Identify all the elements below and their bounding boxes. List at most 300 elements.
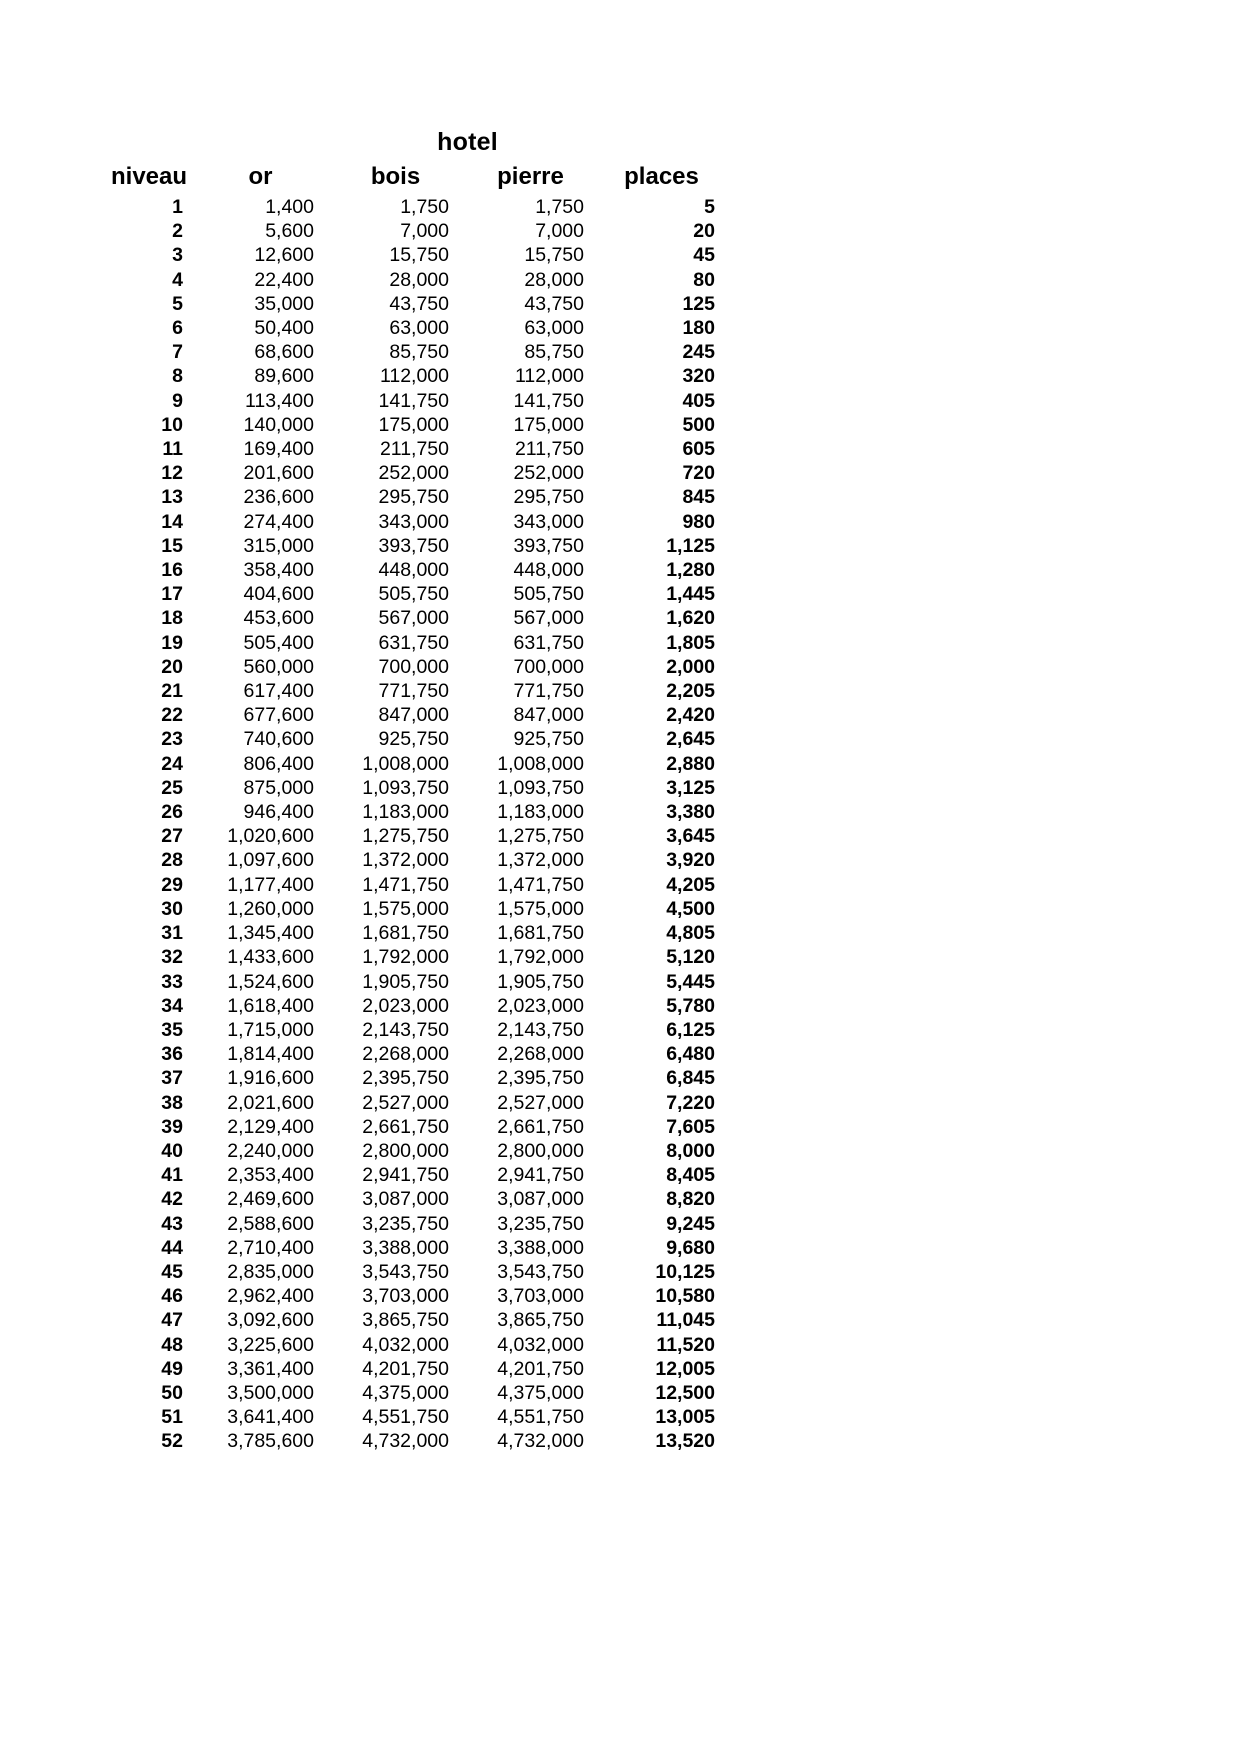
cell-pierre: 112,000 — [514, 365, 584, 388]
cell-places: 2,420 — [666, 704, 715, 727]
cell-pierre: 2,395,750 — [497, 1067, 584, 1090]
cell-places: 2,880 — [666, 752, 715, 775]
cell-bois: 3,865,750 — [362, 1309, 449, 1332]
cell-places: 7,605 — [666, 1115, 715, 1138]
table-row — [105, 1066, 725, 1090]
cell-bois: 2,661,750 — [362, 1115, 449, 1138]
cell-bois: 343,000 — [378, 510, 449, 533]
cell-bois: 3,388,000 — [362, 1236, 449, 1259]
cell-pierre: 1,750 — [535, 196, 584, 218]
cell-places: 11,045 — [656, 1309, 715, 1332]
cell-places: 3,920 — [666, 849, 715, 872]
cell-bois: 2,800,000 — [362, 1139, 449, 1162]
table-row — [105, 897, 725, 921]
cell-pierre: 63,000 — [524, 317, 584, 340]
table-row — [105, 848, 725, 872]
cell-niveau: 51 — [161, 1406, 183, 1429]
cell-niveau: 30 — [161, 897, 183, 920]
cell-places: 4,205 — [666, 873, 715, 896]
table-row — [105, 606, 725, 630]
cell-niveau: 45 — [161, 1260, 183, 1283]
table-row — [105, 1042, 725, 1066]
table-row — [105, 1333, 725, 1357]
page-title: hotel — [437, 128, 498, 156]
cell-pierre: 3,865,750 — [497, 1309, 584, 1332]
table-row — [105, 727, 725, 751]
cell-pierre: 1,792,000 — [497, 946, 584, 969]
table-row — [105, 534, 725, 558]
cell-bois: 3,543,750 — [362, 1260, 449, 1283]
cell-or: 2,353,400 — [227, 1164, 314, 1187]
table-row — [105, 1187, 725, 1211]
cell-or: 2,710,400 — [227, 1236, 314, 1259]
cell-or: 1,345,400 — [227, 922, 314, 945]
cell-niveau: 47 — [161, 1309, 183, 1332]
table-row — [105, 1091, 725, 1115]
cell-places: 5,780 — [666, 994, 715, 1017]
cell-places: 7,220 — [666, 1091, 715, 1114]
cell-or: 274,400 — [243, 510, 314, 533]
cell-or: 1,524,600 — [227, 970, 314, 993]
cell-places: 10,125 — [655, 1260, 715, 1283]
table-row — [105, 631, 725, 655]
cell-bois: 15,750 — [389, 244, 449, 267]
column-header-or: or — [248, 163, 273, 190]
table-row — [105, 945, 725, 969]
cell-places: 405 — [682, 389, 715, 412]
cell-or: 68,600 — [254, 341, 314, 364]
column-header-places: places — [624, 163, 699, 190]
cell-places: 2,645 — [666, 728, 715, 751]
cell-pierre: 2,023,000 — [497, 994, 584, 1017]
cell-bois: 1,372,000 — [362, 849, 449, 872]
cell-or: 740,600 — [243, 728, 314, 751]
cell-places: 2,000 — [666, 655, 715, 678]
cell-bois: 63,000 — [389, 317, 449, 340]
cell-places: 3,380 — [666, 801, 715, 824]
table-row — [105, 655, 725, 679]
cell-pierre: 1,275,750 — [497, 825, 584, 848]
cell-pierre: 3,388,000 — [497, 1236, 584, 1259]
table-row — [105, 1308, 725, 1332]
table-row — [105, 752, 725, 776]
cell-niveau: 43 — [161, 1212, 183, 1235]
cell-or: 2,588,600 — [227, 1212, 314, 1235]
cell-or: 2,021,600 — [227, 1091, 314, 1114]
cell-places: 5,445 — [666, 970, 715, 993]
cell-bois: 141,750 — [378, 389, 449, 412]
cell-or: 50,400 — [254, 317, 314, 340]
cell-bois: 847,000 — [378, 704, 449, 727]
cell-niveau: 16 — [161, 559, 183, 582]
cell-or: 22,400 — [254, 268, 314, 291]
cell-niveau: 32 — [161, 946, 183, 969]
cell-bois: 4,732,000 — [362, 1430, 449, 1453]
cell-or: 3,500,000 — [227, 1381, 314, 1404]
table-row — [105, 824, 725, 848]
cell-niveau: 46 — [161, 1285, 183, 1308]
cell-niveau: 12 — [161, 462, 183, 485]
cell-pierre: 393,750 — [513, 534, 584, 557]
cell-or: 2,469,600 — [227, 1188, 314, 1211]
cell-pierre: 1,008,000 — [497, 752, 584, 775]
cell-places: 500 — [682, 413, 715, 436]
cell-niveau: 19 — [161, 631, 183, 654]
cell-niveau: 15 — [161, 534, 183, 557]
cell-or: 1,433,600 — [227, 946, 314, 969]
cell-niveau: 44 — [161, 1236, 183, 1259]
cell-places: 245 — [682, 341, 715, 364]
cell-pierre: 505,750 — [513, 583, 584, 606]
cell-bois: 1,275,750 — [362, 825, 449, 848]
cell-or: 875,000 — [243, 776, 314, 799]
cell-niveau: 2 — [172, 220, 183, 243]
cell-bois: 1,750 — [400, 196, 449, 218]
cell-bois: 631,750 — [378, 631, 449, 654]
cell-places: 8,405 — [666, 1164, 715, 1187]
table-row — [105, 413, 725, 437]
column-header-bois: bois — [370, 163, 421, 190]
cell-pierre: 2,527,000 — [497, 1091, 584, 1114]
cell-bois: 3,087,000 — [362, 1188, 449, 1211]
sheet — [105, 128, 725, 1454]
cell-places: 2,205 — [666, 680, 715, 703]
cell-bois: 295,750 — [378, 486, 449, 509]
cell-niveau: 10 — [161, 413, 183, 436]
cell-niveau: 40 — [161, 1139, 183, 1162]
cell-bois: 1,792,000 — [362, 946, 449, 969]
cell-niveau: 6 — [172, 317, 183, 340]
table-row — [105, 1381, 725, 1405]
cell-bois: 4,201,750 — [362, 1357, 449, 1380]
cell-bois: 2,395,750 — [362, 1067, 449, 1090]
cell-or: 677,600 — [243, 704, 314, 727]
table-row — [105, 219, 725, 243]
cell-bois: 2,023,000 — [362, 994, 449, 1017]
cell-niveau: 1 — [172, 196, 183, 218]
cell-pierre: 141,750 — [513, 389, 584, 412]
cell-bois: 43,750 — [389, 292, 449, 315]
cell-places: 10,580 — [655, 1285, 715, 1308]
table-row — [105, 1429, 725, 1453]
cell-places: 1,125 — [666, 534, 715, 557]
cell-or: 236,600 — [243, 486, 314, 509]
cell-or: 89,600 — [254, 365, 314, 388]
cell-pierre: 43,750 — [524, 292, 584, 315]
cell-niveau: 18 — [161, 607, 183, 630]
cell-or: 1,020,600 — [227, 825, 314, 848]
table-row — [105, 1357, 725, 1381]
table-row — [105, 994, 725, 1018]
cell-pierre: 1,471,750 — [497, 873, 584, 896]
table-row — [105, 292, 725, 316]
cell-places: 980 — [682, 510, 715, 533]
cell-or: 1,177,400 — [227, 873, 314, 896]
cell-or: 113,400 — [244, 389, 314, 412]
cell-pierre: 2,800,000 — [497, 1139, 584, 1162]
cell-places: 4,500 — [666, 897, 715, 920]
cell-or: 3,641,400 — [227, 1406, 314, 1429]
cell-bois: 2,143,750 — [362, 1018, 449, 1041]
cell-pierre: 925,750 — [513, 728, 584, 751]
table-row — [105, 1163, 725, 1187]
table-row — [105, 800, 725, 824]
cell-bois: 2,268,000 — [362, 1043, 449, 1066]
cell-niveau: 5 — [172, 292, 183, 315]
cell-niveau: 52 — [161, 1430, 183, 1453]
cell-pierre: 7,000 — [535, 220, 584, 243]
table-row — [105, 510, 725, 534]
table-row — [105, 461, 725, 485]
table-row — [105, 1405, 725, 1429]
cell-or: 3,092,600 — [227, 1309, 314, 1332]
table-header — [105, 163, 725, 195]
cell-bois: 1,183,000 — [362, 801, 449, 824]
cell-pierre: 2,661,750 — [497, 1115, 584, 1138]
cell-or: 358,400 — [243, 559, 314, 582]
cell-pierre: 2,941,750 — [497, 1164, 584, 1187]
table-row — [105, 558, 725, 582]
cell-niveau: 49 — [161, 1357, 183, 1380]
cell-bois: 925,750 — [378, 728, 449, 751]
cell-bois: 1,471,750 — [362, 873, 449, 896]
cell-or: 453,600 — [243, 607, 314, 630]
cell-bois: 448,000 — [378, 559, 449, 582]
cell-pierre: 1,093,750 — [497, 776, 584, 799]
cell-niveau: 14 — [161, 510, 183, 533]
cell-places: 1,445 — [666, 583, 715, 606]
cell-bois: 4,375,000 — [362, 1381, 449, 1404]
cell-niveau: 27 — [161, 825, 183, 848]
cell-or: 3,225,600 — [227, 1333, 314, 1356]
cell-or: 1,400 — [265, 196, 314, 218]
table-row — [105, 873, 725, 897]
table-row — [105, 316, 725, 340]
table-row — [105, 195, 725, 219]
cell-bois: 112,000 — [379, 365, 449, 388]
cell-places: 845 — [682, 486, 715, 509]
cell-niveau: 50 — [161, 1381, 183, 1404]
cell-niveau: 35 — [161, 1018, 183, 1041]
cell-niveau: 41 — [161, 1164, 183, 1187]
cell-places: 11,520 — [656, 1333, 715, 1356]
table-row — [105, 1236, 725, 1260]
cell-or: 2,129,400 — [227, 1115, 314, 1138]
column-header-niveau: niveau — [111, 163, 188, 190]
table-row — [105, 364, 725, 388]
cell-pierre: 3,235,750 — [497, 1212, 584, 1235]
cell-niveau: 21 — [161, 680, 183, 703]
cell-pierre: 295,750 — [513, 486, 584, 509]
cell-places: 605 — [682, 438, 715, 461]
cell-or: 3,785,600 — [227, 1430, 314, 1453]
table-row — [105, 1115, 725, 1139]
cell-or: 1,916,600 — [227, 1067, 314, 1090]
cell-or: 505,400 — [243, 631, 314, 654]
cell-niveau: 8 — [172, 365, 183, 388]
cell-pierre: 4,732,000 — [497, 1430, 584, 1453]
cell-bois: 4,551,750 — [362, 1406, 449, 1429]
cell-niveau: 23 — [161, 728, 183, 751]
cell-bois: 28,000 — [389, 268, 449, 291]
cell-pierre: 1,372,000 — [497, 849, 584, 872]
table-row — [105, 437, 725, 461]
cell-niveau: 22 — [161, 704, 183, 727]
cost-table — [105, 163, 725, 1454]
cell-niveau: 39 — [161, 1115, 183, 1138]
cell-niveau: 29 — [161, 873, 183, 896]
table-row — [105, 921, 725, 945]
cell-places: 6,845 — [666, 1067, 715, 1090]
cell-or: 404,600 — [243, 583, 314, 606]
cell-or: 1,097,600 — [227, 849, 314, 872]
cell-places: 13,520 — [655, 1430, 715, 1453]
table-row — [105, 970, 725, 994]
cell-pierre: 2,268,000 — [497, 1043, 584, 1066]
cell-places: 5,120 — [666, 946, 715, 969]
cell-places: 3,645 — [666, 825, 715, 848]
cell-bois: 567,000 — [378, 607, 449, 630]
cell-bois: 2,941,750 — [362, 1164, 449, 1187]
cell-niveau: 7 — [172, 341, 183, 364]
cell-niveau: 36 — [161, 1043, 183, 1066]
cell-places: 4,805 — [666, 922, 715, 945]
cell-places: 13,005 — [655, 1406, 715, 1429]
cell-or: 2,240,000 — [227, 1139, 314, 1162]
cell-pierre: 85,750 — [524, 341, 584, 364]
cell-pierre: 3,087,000 — [497, 1188, 584, 1211]
cell-pierre: 15,750 — [524, 244, 584, 267]
cell-places: 1,620 — [666, 607, 715, 630]
table-row — [105, 1284, 725, 1308]
cell-pierre: 252,000 — [513, 462, 584, 485]
cell-bois: 1,008,000 — [362, 752, 449, 775]
cell-niveau: 28 — [161, 849, 183, 872]
cell-or: 1,814,400 — [227, 1043, 314, 1066]
cell-pierre: 448,000 — [513, 559, 584, 582]
cell-or: 169,400 — [243, 438, 314, 461]
cell-pierre: 1,183,000 — [497, 801, 584, 824]
cell-bois: 211,750 — [379, 438, 449, 461]
cell-bois: 252,000 — [378, 462, 449, 485]
cell-niveau: 9 — [172, 389, 183, 412]
cell-or: 315,000 — [243, 534, 314, 557]
cell-pierre: 567,000 — [513, 607, 584, 630]
cell-bois: 1,575,000 — [362, 897, 449, 920]
cell-places: 125 — [682, 292, 715, 315]
cell-or: 35,000 — [254, 292, 314, 315]
cell-places: 6,125 — [666, 1018, 715, 1041]
cell-niveau: 48 — [161, 1333, 183, 1356]
cell-places: 5 — [704, 196, 715, 218]
cell-bois: 393,750 — [378, 534, 449, 557]
cell-or: 806,400 — [243, 752, 314, 775]
cell-niveau: 3 — [172, 244, 183, 267]
cell-places: 3,125 — [666, 776, 715, 799]
cell-or: 1,260,000 — [227, 897, 314, 920]
cell-or: 946,400 — [243, 801, 314, 824]
cell-pierre: 631,750 — [513, 631, 584, 654]
cell-niveau: 26 — [161, 801, 183, 824]
table-row — [105, 1139, 725, 1163]
cell-niveau: 25 — [161, 776, 183, 799]
cell-bois: 175,000 — [378, 413, 449, 436]
cell-places: 6,480 — [666, 1043, 715, 1066]
table-row — [105, 1018, 725, 1042]
cell-niveau: 17 — [161, 583, 183, 606]
cell-bois: 3,703,000 — [362, 1285, 449, 1308]
cell-pierre: 3,543,750 — [497, 1260, 584, 1283]
cell-pierre: 1,681,750 — [497, 922, 584, 945]
cell-or: 140,000 — [243, 413, 314, 436]
cell-pierre: 4,032,000 — [497, 1333, 584, 1356]
cell-niveau: 4 — [172, 268, 183, 291]
cell-niveau: 20 — [161, 655, 183, 678]
cell-places: 180 — [682, 317, 715, 340]
cell-niveau: 24 — [161, 752, 183, 775]
table-row — [105, 679, 725, 703]
cell-places: 720 — [682, 462, 715, 485]
cell-niveau: 33 — [161, 970, 183, 993]
cell-niveau: 42 — [161, 1188, 183, 1211]
cell-niveau: 11 — [162, 438, 183, 461]
cell-niveau: 37 — [161, 1067, 183, 1090]
cell-or: 560,000 — [243, 655, 314, 678]
cell-pierre: 211,750 — [514, 438, 584, 461]
cell-niveau: 31 — [161, 922, 183, 945]
cell-pierre: 2,143,750 — [497, 1018, 584, 1041]
cell-bois: 2,527,000 — [362, 1091, 449, 1114]
cell-bois: 505,750 — [378, 583, 449, 606]
cell-pierre: 771,750 — [513, 680, 584, 703]
cell-pierre: 1,575,000 — [497, 897, 584, 920]
cell-bois: 1,093,750 — [362, 776, 449, 799]
cell-bois: 3,235,750 — [362, 1212, 449, 1235]
cell-pierre: 4,201,750 — [497, 1357, 584, 1380]
cell-bois: 7,000 — [400, 220, 449, 243]
table-row — [105, 389, 725, 413]
cell-places: 9,680 — [666, 1236, 715, 1259]
cell-niveau: 38 — [161, 1091, 183, 1114]
cell-bois: 85,750 — [389, 341, 449, 364]
table-row — [105, 776, 725, 800]
cell-bois: 4,032,000 — [362, 1333, 449, 1356]
cell-places: 1,280 — [666, 559, 715, 582]
cell-pierre: 847,000 — [513, 704, 584, 727]
cell-or: 617,400 — [243, 680, 314, 703]
cell-pierre: 28,000 — [524, 268, 584, 291]
cell-places: 12,005 — [655, 1357, 715, 1380]
cell-or: 5,600 — [265, 220, 314, 243]
cell-pierre: 4,551,750 — [497, 1406, 584, 1429]
cell-or: 1,618,400 — [227, 994, 314, 1017]
cell-pierre: 3,703,000 — [497, 1285, 584, 1308]
cell-niveau: 13 — [161, 486, 183, 509]
cell-places: 80 — [693, 268, 715, 291]
cell-places: 20 — [693, 220, 715, 243]
cell-places: 45 — [693, 244, 715, 267]
table-header-row — [105, 163, 725, 195]
cell-or: 12,600 — [254, 244, 314, 267]
cell-bois: 771,750 — [378, 680, 449, 703]
cell-places: 9,245 — [666, 1212, 715, 1235]
cell-niveau: 34 — [161, 994, 183, 1017]
table-row — [105, 268, 725, 292]
cell-places: 1,805 — [666, 631, 715, 654]
cell-pierre: 175,000 — [513, 413, 584, 436]
table-row — [105, 340, 725, 364]
cell-pierre: 700,000 — [513, 655, 584, 678]
